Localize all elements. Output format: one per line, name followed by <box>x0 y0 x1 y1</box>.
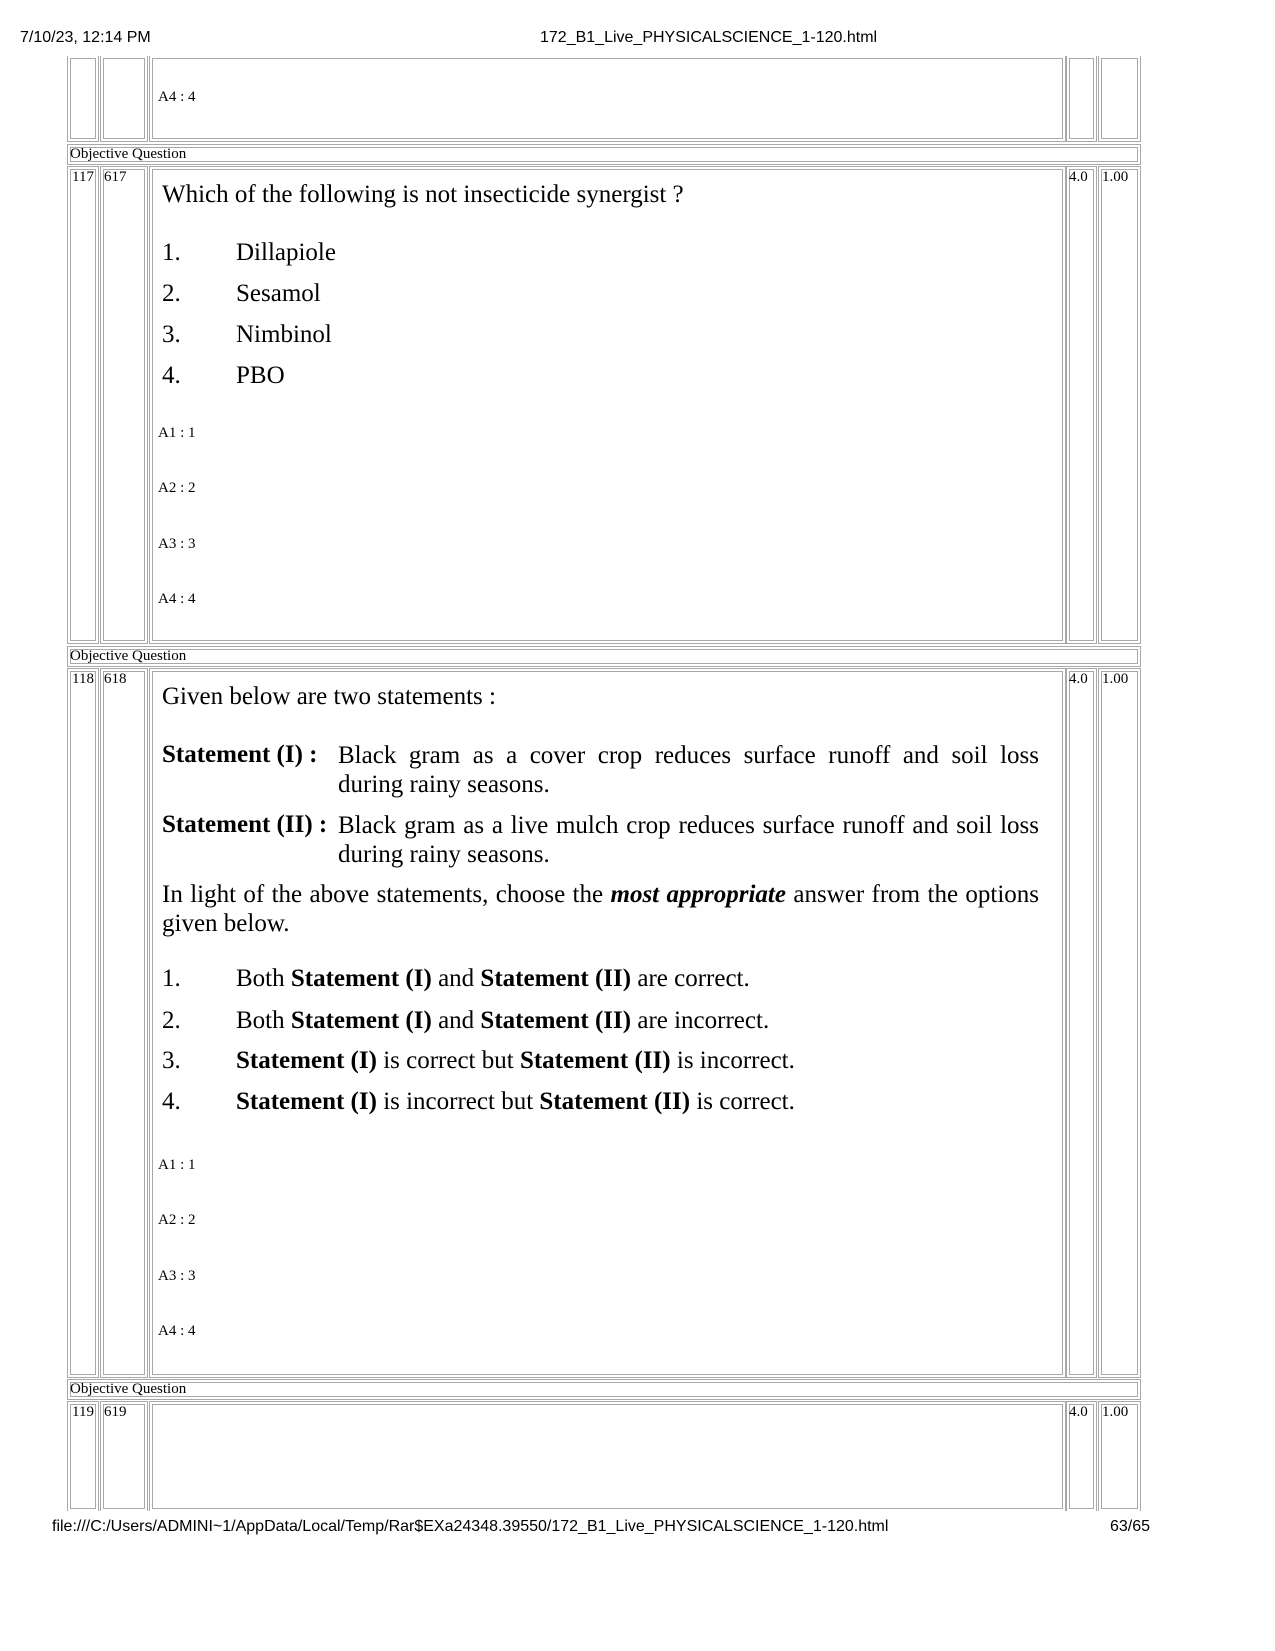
q117-answer-1: A1 : 1 <box>158 425 196 441</box>
q118-intro: Given below are two statements : <box>162 683 496 710</box>
q117-answer-2: A2 : 2 <box>158 480 196 496</box>
q118-neg: 1.00 <box>1102 671 1129 687</box>
prev-question-cell <box>149 56 1066 142</box>
q118-statement-2-label: Statement (II) : <box>162 811 328 838</box>
q118-id: 618 <box>104 671 127 687</box>
q117-answer-3: A3 : 3 <box>158 536 196 552</box>
q118-option-4-num: 4. <box>162 1088 181 1115</box>
q118-answer-4: A4 : 4 <box>158 1323 196 1339</box>
q119-neg: 1.00 <box>1102 1404 1129 1420</box>
q118-option-4-text: Statement (I) is incorrect but Statement (II) is correct. <box>236 1088 795 1115</box>
q118-marks-cell <box>1066 668 1097 1378</box>
q118-answer-3: A3 : 3 <box>158 1268 196 1284</box>
print-page-number: 63/65 <box>1110 1518 1151 1535</box>
q118-id-cell <box>100 668 148 1378</box>
q117-option-2-num: 2. <box>162 280 181 307</box>
q118-statement-1-text: Black gram as a cover crop reduces surface runoff and soil loss during rainy seasons. <box>338 742 1039 798</box>
q119-id: 619 <box>104 1404 127 1420</box>
section-label: Objective Question <box>70 1381 187 1397</box>
q118-option-1-num: 1. <box>162 965 181 992</box>
q118-option-2-text: Both Statement (I) and Statement (II) are incorrect. <box>236 1007 770 1034</box>
q117-option-4-num: 4. <box>162 362 181 389</box>
q118-neg-cell <box>1098 668 1141 1378</box>
q117-neg-cell <box>1098 166 1141 644</box>
print-title: 172_B1_Live_PHYSICALSCIENCE_1-120.html <box>540 29 878 46</box>
q117-option-2-text: Sesamol <box>236 280 321 307</box>
q117-id-cell <box>100 166 148 644</box>
prev-sno-cell <box>67 56 99 142</box>
q119-marks: 4.0 <box>1069 1404 1088 1420</box>
q117-sno: 117 <box>72 169 94 185</box>
q117-option-3-text: Nimbinol <box>236 321 332 348</box>
q117-sno-cell <box>67 166 99 644</box>
prev-neg-cell <box>1098 56 1141 142</box>
q119-question-cell <box>149 1401 1066 1511</box>
q117-option-1-num: 1. <box>162 239 181 266</box>
prev-answer-4: A4 : 4 <box>158 89 196 105</box>
q119-sno: 119 <box>72 1404 94 1420</box>
q117-option-4-text: PBO <box>236 362 285 389</box>
q118-answer-2: A2 : 2 <box>158 1212 196 1228</box>
prev-id-cell <box>100 56 148 142</box>
q117-option-3-num: 3. <box>162 321 181 348</box>
q118-option-2-num: 2. <box>162 1007 181 1034</box>
section-label-row <box>67 1379 1141 1400</box>
q117-answer-4: A4 : 4 <box>158 591 196 607</box>
print-file-path: file:///C:/Users/ADMINI~1/AppData/Local/Temp/Rar$EXa24348.39550/172_B1_Live_PHYSICALSCIENCE_1-120.html <box>52 1518 889 1535</box>
print-datetime: 7/10/23, 12:14 PM <box>20 29 151 46</box>
q117-option-1-text: Dillapiole <box>236 239 336 266</box>
section-label-row <box>67 144 1141 165</box>
q118-option-3-num: 3. <box>162 1047 181 1074</box>
q118-option-3-text: Statement (I) is correct but Statement (II) is incorrect. <box>236 1047 795 1074</box>
q118-sno-cell <box>67 668 99 1378</box>
section-label: Objective Question <box>70 648 187 664</box>
q118-answer-1: A1 : 1 <box>158 1157 196 1173</box>
q118-instruction: In light of the above statements, choose the most appropriate answer from the options given below. <box>162 881 1040 937</box>
q117-marks-cell <box>1066 166 1097 644</box>
q118-statement-2-text: Black gram as a live mulch crop reduces surface runoff and soil loss during rainy seasons. <box>338 812 1039 868</box>
q117-marks: 4.0 <box>1069 169 1088 185</box>
q118-sno: 118 <box>72 671 94 687</box>
q118-option-1-text: Both Statement (I) and Statement (II) are correct. <box>236 965 750 992</box>
q118-statement-1-label: Statement (I) : <box>162 741 318 768</box>
q117-id: 617 <box>104 169 127 185</box>
q117-question-text: Which of the following is not insecticide synergist ? <box>162 181 684 208</box>
prev-marks-cell <box>1066 56 1097 142</box>
q117-neg: 1.00 <box>1102 169 1129 185</box>
q118-marks: 4.0 <box>1069 671 1088 687</box>
section-label-row <box>67 646 1141 667</box>
q117-question-cell <box>149 166 1066 644</box>
section-label: Objective Question <box>70 146 187 162</box>
